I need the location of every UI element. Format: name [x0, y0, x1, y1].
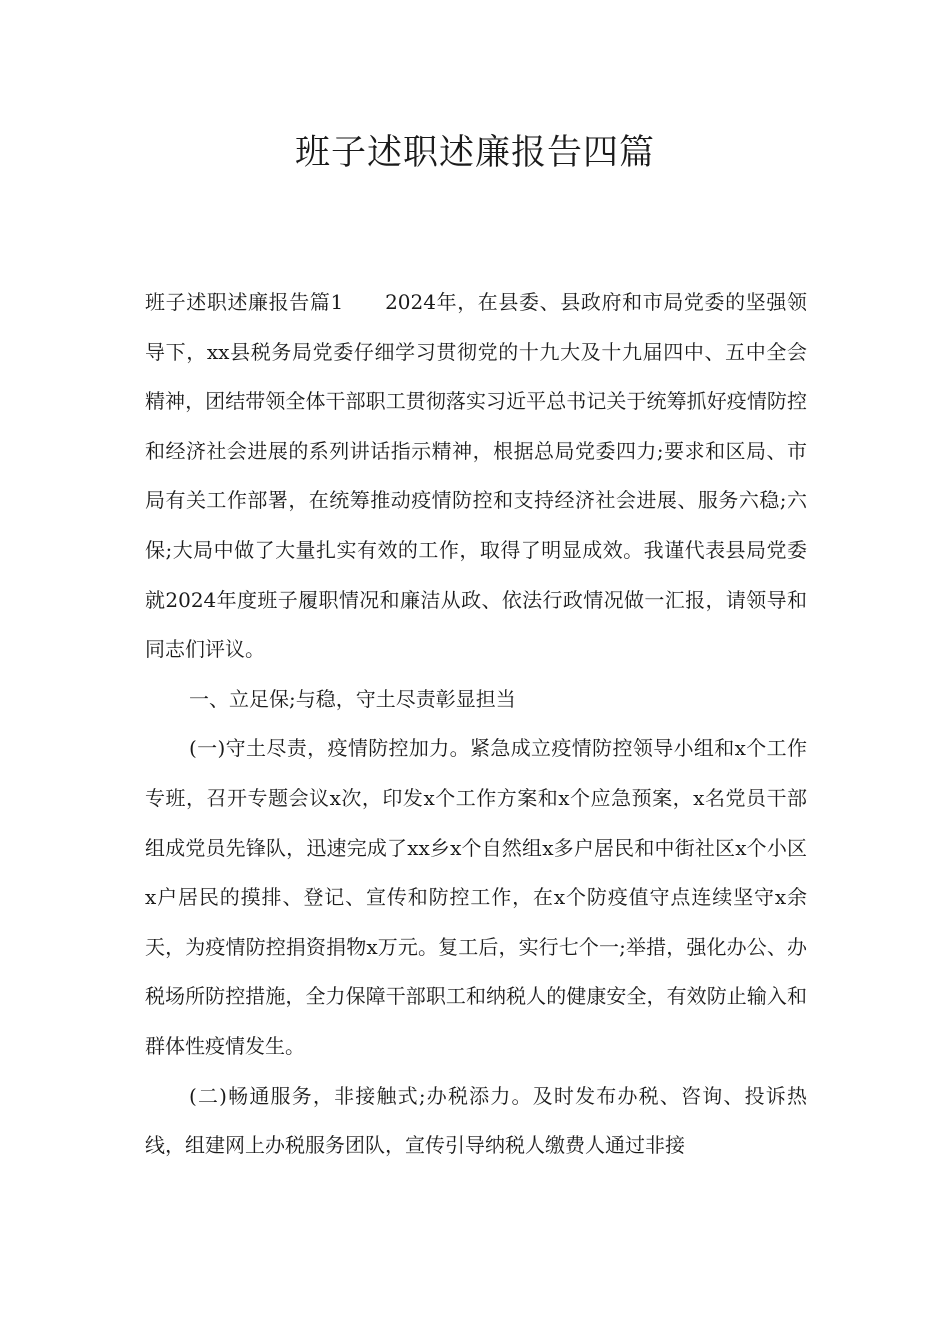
document-body	[145, 278, 807, 1171]
paragraph-epidemic-control: (一)守土尽责，疫情防控加力。紧急成立疫情防控领导小组和x个工作专班，召开专题会议x次，印发x个工作方案和x个应急预案，x名党员干部组成党员先锋队，迅速完成了xx乡x个自然组x多户居民和中街社区x个小区x户居民的摸排、登记、宣传和防控工作，在x个防疫值守点连续坚守x余天，为疫情防控捐资捐物x万元。复工后，实行七个一;举措，强化办公、办税场所防控措施，全力保障干部职工和纳税人的健康安全，有效防止输入和群体性疫情发生。	[145, 736, 807, 1058]
document-title: 班子述职述廉报告四篇	[294, 133, 655, 173]
paragraph-service: (二)畅通服务，非接触式;办税添力。及时发布办税、咨询、投诉热线，组建网上办税服务团队，宣传引导纳税人缴费人通过非接	[145, 1083, 807, 1158]
paragraph-intro: 班子述职述廉报告篇1 2024年，在县委、县政府和市局党委的坚强领导下，xx县税务局党委仔细学习贯彻党的十九大及十九届四中、五中全会精神，团结带领全体干部职工贯彻落实习近平总书记关于统筹抓好疫情防控和经济社会进展的系列讲话指示精神，根据总局党委四力;要求和区局、市局有关工作部署，在统筹推动疫情防控和支持经济社会进展、服务六稳;六保;大局中做了大量扎实有效的工作，取得了明显成效。我谨代表县局党委就2024年度班子履职情况和廉洁从政、依法行政情况做一汇报，请领导和同志们评议。	[145, 290, 807, 662]
section-heading-1: 一、立足保;与稳，守土尽责彰显担当	[189, 686, 516, 711]
